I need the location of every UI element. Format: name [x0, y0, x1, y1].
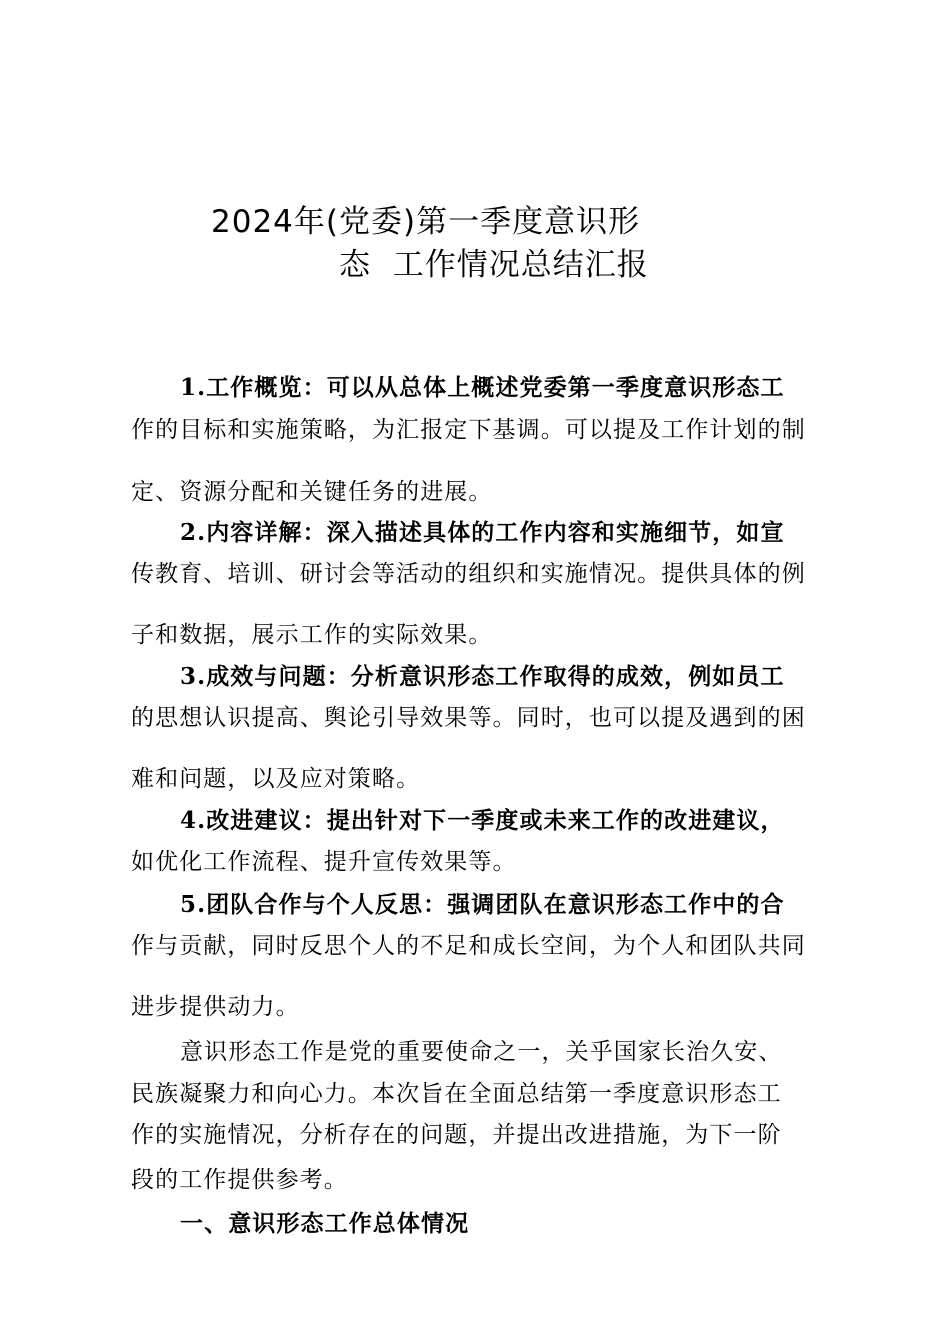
body-paragraph-line-3: 作的实施情况，分析存在的问题，并提出改进措施，为下一阶	[131, 1122, 782, 1148]
section-heading: 一、意识形态工作总体情况	[180, 1210, 470, 1237]
item-3-line-3: 难和问题，以及应对策略。	[131, 766, 421, 792]
item-2-line-1: 2.内容详解：深入描述具体的工作内容和实施细节，如宣	[180, 519, 785, 546]
item-1-line-3: 定、资源分配和关键任务的进展。	[131, 479, 493, 505]
item-5-line-2: 作与贡献，同时反思个人的不足和成长空间，为个人和团队共同	[131, 933, 806, 959]
item-5-line-1: 5.团队合作与个人反思：强调团队在意识形态工作中的合	[180, 891, 785, 918]
document-title-line-2: 态 工作情况总结汇报	[339, 247, 649, 283]
body-paragraph-line-2: 民族凝聚力和向心力。本次旨在全面总结第一季度意识形态工	[131, 1081, 782, 1107]
item-4-line-2: 如优化工作流程、提升宣传效果等。	[131, 849, 517, 875]
item-5-line-3: 进步提供动力。	[131, 994, 300, 1020]
item-3-line-1: 3.成效与问题：分析意识形态工作取得的成效，例如员工	[180, 663, 785, 690]
item-2-line-2: 传教育、培训、研讨会等活动的组织和实施情况。提供具体的例	[131, 561, 806, 587]
item-1-line-2: 作的目标和实施策略，为汇报定下基调。可以提及工作计划的制	[131, 417, 806, 443]
body-paragraph-line-1: 意识形态工作是党的重要使命之一，关乎国家长治久安、	[180, 1039, 783, 1065]
item-1-line-1: 1.工作概览：可以从总体上概述党委第一季度意识形态工	[180, 374, 785, 401]
item-4-line-1: 4.改进建议：提出针对下一季度或未来工作的改进建议，	[180, 807, 785, 834]
item-2-line-3: 子和数据，展示工作的实际效果。	[131, 622, 493, 648]
item-3-line-2: 的思想认识提高、舆论引导效果等。同时，也可以提及遇到的困	[131, 705, 806, 731]
document-title-line-1: 2024年(党委)第一季度意识形	[211, 204, 641, 240]
body-paragraph-line-4: 段的工作提供参考。	[131, 1167, 348, 1193]
